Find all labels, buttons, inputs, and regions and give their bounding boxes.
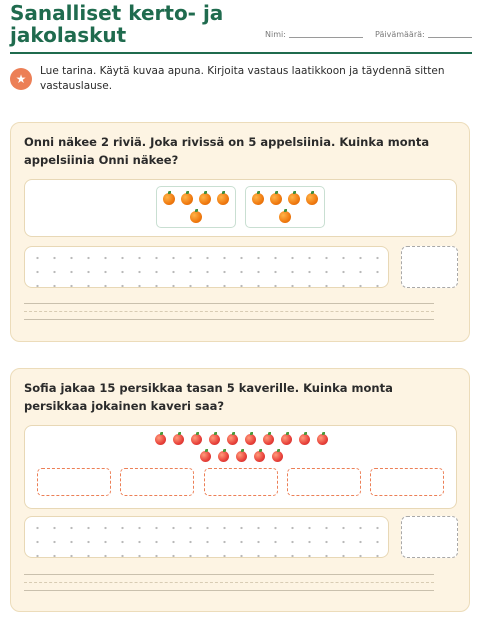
task-2-picture: [24, 425, 457, 509]
date-field[interactable]: [375, 30, 472, 39]
share-box[interactable]: [370, 468, 444, 496]
name-field[interactable]: [265, 30, 363, 39]
task-card-2: [10, 368, 470, 612]
orange-group: [156, 186, 236, 228]
date-label: Päivämäärä:: [375, 30, 425, 39]
orange-icon: [190, 211, 202, 223]
share-box[interactable]: [120, 468, 194, 496]
dot-work-area[interactable]: [24, 246, 389, 288]
answer-sentence-guide: [24, 582, 434, 583]
peach-icon: [299, 434, 310, 445]
task-1-question: Onni näkee 2 riviä. Joka rivissä on 5 appelsiinia. Kuinka monta appelsiinia Onni näkee?: [24, 135, 430, 167]
worksheet-title: Sanalliset kerto- ja jakolaskut: [10, 1, 224, 47]
orange-icon: [181, 193, 193, 205]
peach-icon: [263, 434, 274, 445]
star-icon: ★: [10, 68, 32, 90]
name-line[interactable]: [289, 37, 363, 38]
orange-icon: [199, 193, 211, 205]
date-line[interactable]: [428, 37, 472, 38]
peach-icon: [173, 434, 184, 445]
orange-group: [245, 186, 325, 228]
orange-icon: [306, 193, 318, 205]
answer-sentence-line[interactable]: [24, 303, 434, 304]
task-1-picture: [24, 179, 457, 237]
answer-sentence-guide: [24, 311, 434, 312]
peach-icon: [191, 434, 202, 445]
peach-icon: [209, 434, 220, 445]
peach-icon: [317, 434, 328, 445]
share-box[interactable]: [37, 468, 111, 496]
orange-icon: [288, 193, 300, 205]
answer-box[interactable]: [401, 516, 458, 558]
answer-sentence-line[interactable]: [24, 319, 434, 320]
name-label: Nimi:: [265, 30, 286, 39]
task-card-1: [10, 122, 470, 342]
peach-icon: [272, 451, 283, 462]
orange-icon: [270, 193, 282, 205]
peach-icon: [200, 451, 211, 462]
answer-box[interactable]: [401, 246, 458, 288]
instructions: [10, 64, 472, 98]
peach-icon: [245, 434, 256, 445]
share-box[interactable]: [204, 468, 278, 496]
answer-sentence-line[interactable]: [24, 574, 434, 575]
dot-work-area[interactable]: [24, 516, 389, 558]
peach-icon: [254, 451, 265, 462]
orange-icon: [252, 193, 264, 205]
peach-icon: [227, 434, 238, 445]
answer-sentence-line[interactable]: [24, 590, 434, 591]
orange-icon: [163, 193, 175, 205]
instructions-text: Lue tarina. Käytä kuvaa apuna. Kirjoita vastaus laatikkoon ja täydennä sitten vastauslause.: [40, 65, 445, 92]
orange-icon: [217, 193, 229, 205]
worksheet-header: [10, 0, 472, 54]
peach-icon: [281, 434, 292, 445]
orange-icon: [279, 211, 291, 223]
peach-icon: [218, 451, 229, 462]
peach-icon: [155, 434, 166, 445]
peach-icon: [236, 451, 247, 462]
share-box[interactable]: [287, 468, 361, 496]
task-2-question: Sofia jakaa 15 persikkaa tasan 5 kaverille. Kuinka monta persikkaa jokainen kaveri saa?: [24, 381, 393, 413]
